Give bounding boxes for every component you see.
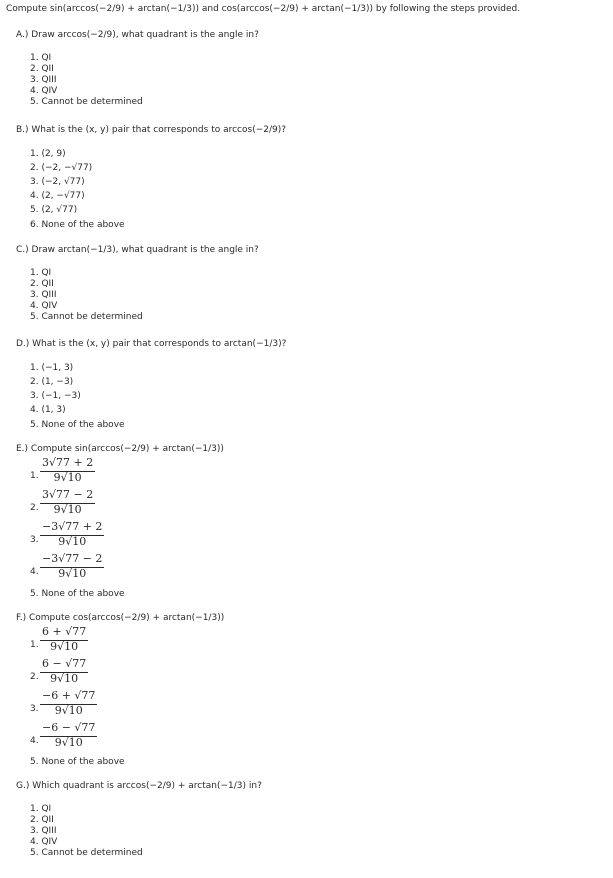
question-g-prompt: G.) Which quadrant is arccos(−2/9) + arctan(−1/3) in? <box>16 781 262 791</box>
question-d-option-2[interactable]: 2. (1, −3) <box>30 377 74 387</box>
fraction-numerator: 6 − √77 <box>42 657 87 670</box>
fraction-numerator: −3√77 − 2 <box>42 552 103 565</box>
question-b-option-1[interactable]: 1. (2, 9) <box>30 149 66 159</box>
question-g-option-4[interactable]: 4. QIV <box>30 837 58 847</box>
question-b-option-4[interactable]: 4. (2, −√77) <box>30 191 85 201</box>
question-b-option-3[interactable]: 3. (−2, √77) <box>30 177 85 187</box>
question-a-option-2[interactable]: 2. QII <box>30 64 54 74</box>
fraction-denominator: 9√10 <box>53 503 82 516</box>
question-c-option-5[interactable]: 5. Cannot be determined <box>30 312 143 322</box>
intro-text: Compute sin(arccos(−2/9) + arctan(−1/3)) and cos(arccos(−2/9) + arctan(−1/3)) by following the steps provided. <box>6 4 521 14</box>
question-g-option-5[interactable]: 5. Cannot be determined <box>30 848 143 858</box>
fraction-denominator: 9√10 <box>58 535 87 548</box>
fraction-denominator: 9√10 <box>50 640 79 653</box>
question-a-option-5[interactable]: 5. Cannot be determined <box>30 97 143 107</box>
question-a-option-4[interactable]: 4. QIV <box>30 86 58 96</box>
question-e-option-5[interactable]: 5. None of the above <box>30 589 125 599</box>
question-c-option-1[interactable]: 1. QI <box>30 268 52 278</box>
question-c-option-4[interactable]: 4. QIV <box>30 301 58 311</box>
option-index: 3. <box>30 535 39 545</box>
option-index: 2. <box>30 503 39 513</box>
fraction-numerator: 3√77 + 2 <box>42 456 94 469</box>
fraction-denominator: 9√10 <box>54 736 83 749</box>
fraction-numerator: 6 + √77 <box>42 625 87 638</box>
question-d-option-1[interactable]: 1. (−1, 3) <box>30 363 74 373</box>
fraction-denominator: 9√10 <box>53 471 82 484</box>
fraction-numerator: −6 + √77 <box>42 689 96 702</box>
fraction-denominator: 9√10 <box>58 567 87 580</box>
option-index: 3. <box>30 704 39 714</box>
fraction-numerator: −3√77 + 2 <box>42 520 103 533</box>
question-f-prompt: F.) Compute cos(arccos(−2/9) + arctan(−1/3)) <box>16 613 225 623</box>
question-d-option-4[interactable]: 4. (1, 3) <box>30 405 66 415</box>
question-d-option-5[interactable]: 5. None of the above <box>30 420 125 430</box>
fraction-denominator: 9√10 <box>54 704 83 717</box>
question-c-option-2[interactable]: 2. QII <box>30 279 54 289</box>
question-g-option-1[interactable]: 1. QI <box>30 804 52 814</box>
fraction-denominator: 9√10 <box>50 672 79 685</box>
fraction-numerator: 3√77 − 2 <box>42 488 94 501</box>
question-a-option-3[interactable]: 3. QIII <box>30 75 57 85</box>
fraction-numerator: −6 − √77 <box>42 721 96 734</box>
question-b-option-6[interactable]: 6. None of the above <box>30 220 125 230</box>
question-b-option-5[interactable]: 5. (2, √77) <box>30 205 78 215</box>
question-f-option-5[interactable]: 5. None of the above <box>30 757 125 767</box>
question-a-prompt: A.) Draw arccos(−2/9), what quadrant is the angle in? <box>16 30 259 40</box>
question-e-prompt: E.) Compute sin(arccos(−2/9) + arctan(−1/3)) <box>16 444 224 454</box>
question-b-option-2[interactable]: 2. (−2, −√77) <box>30 163 93 173</box>
question-c-option-3[interactable]: 3. QIII <box>30 290 57 300</box>
question-d-option-3[interactable]: 3. (−1, −3) <box>30 391 81 401</box>
question-b-prompt: B.) What is the (x, y) pair that corresponds to arccos(−2/9)? <box>16 125 287 135</box>
option-index: 1. <box>30 471 39 481</box>
question-g-option-2[interactable]: 2. QII <box>30 815 54 825</box>
question-a-option-1[interactable]: 1. QI <box>30 53 52 63</box>
question-d-prompt: D.) What is the (x, y) pair that corresponds to arctan(−1/3)? <box>16 339 287 349</box>
question-g-option-3[interactable]: 3. QIII <box>30 826 57 836</box>
option-index: 2. <box>30 672 39 682</box>
option-index: 4. <box>30 567 39 577</box>
option-index: 1. <box>30 640 39 650</box>
option-index: 4. <box>30 736 39 746</box>
question-c-prompt: C.) Draw arctan(−1/3), what quadrant is the angle in? <box>16 245 259 255</box>
